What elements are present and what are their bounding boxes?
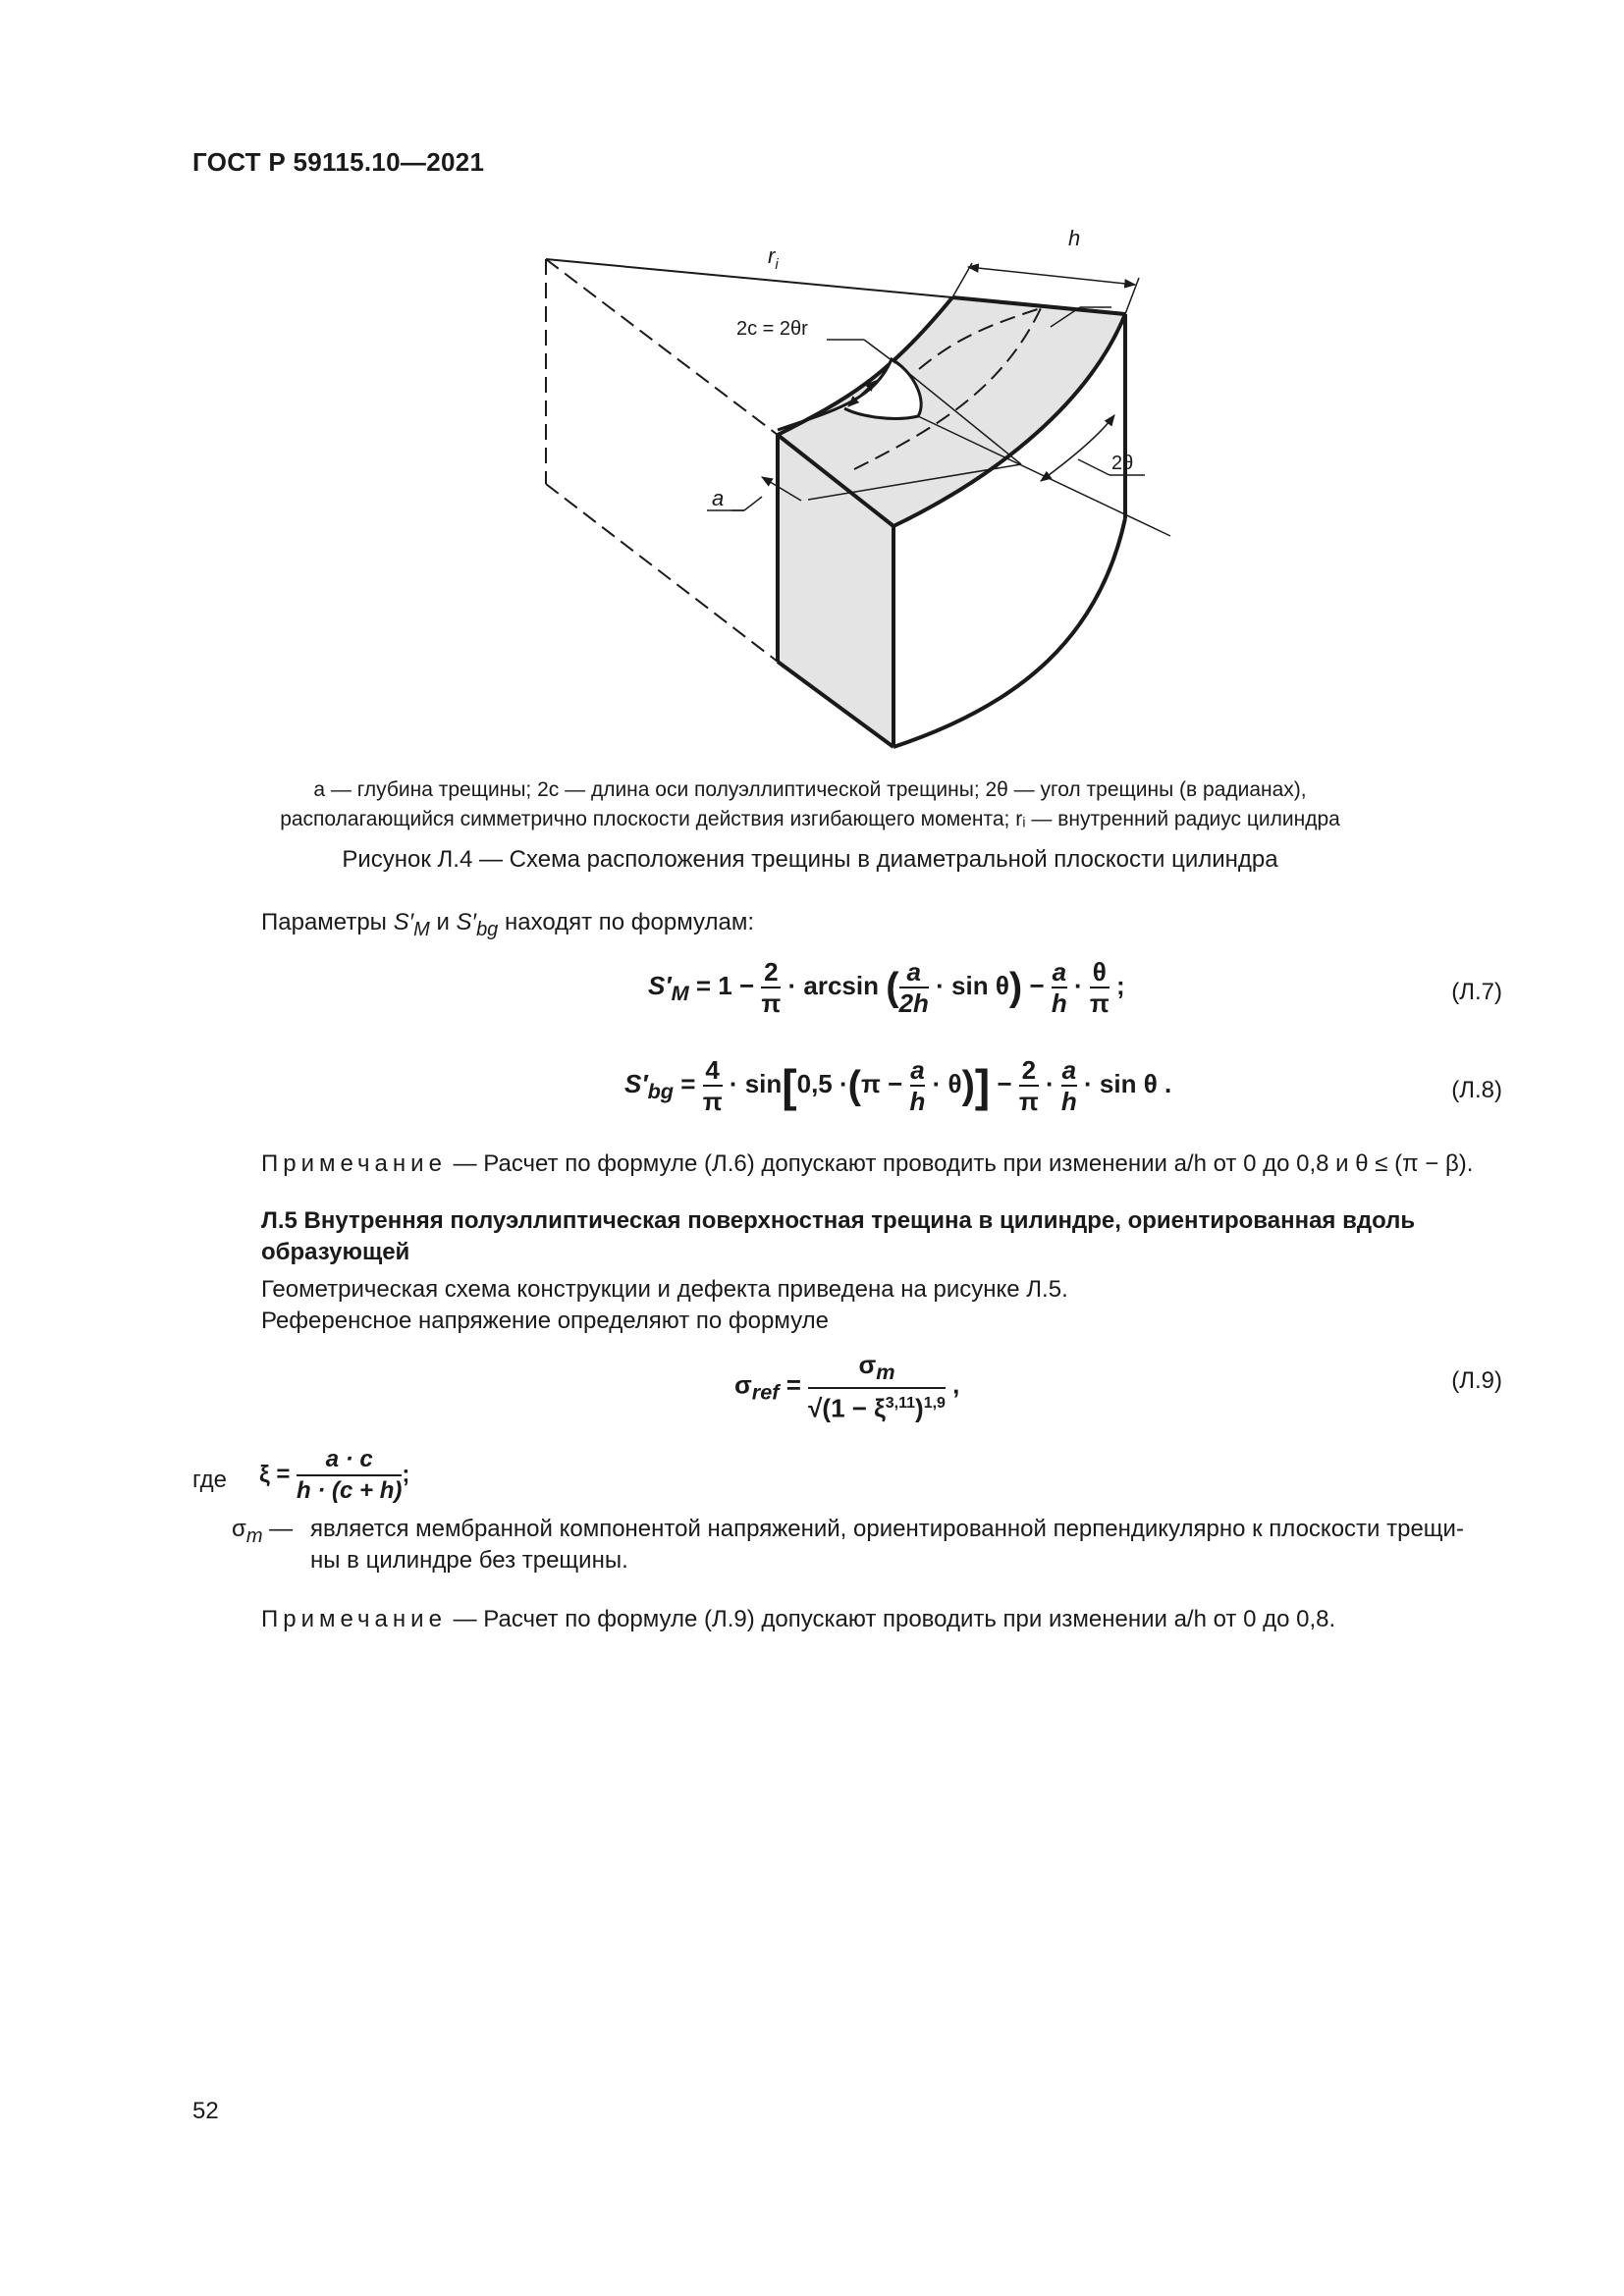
crack-scheme-figure bbox=[511, 224, 1178, 774]
page-number: 52 bbox=[192, 2098, 219, 2124]
formula-l9: $\sigma_{ref}$ = $\frac{\sigma_m}{√(1 - \xi^{3,11})^{1,9}}$ , bbox=[734, 1350, 960, 1423]
legend-line-1: a — глубина трещины; 2c — длина оси полуэллиптической трещины; 2θ — угол трещины (в радианах), bbox=[313, 778, 1307, 801]
label-2c: 2c = 2θr bbox=[736, 318, 808, 340]
note-2: Примечание — Расчет по формуле (Л.9) допускают проводить при изменении a/h от 0 до 0,8. bbox=[261, 1606, 1336, 1632]
formula-l8: $S'_{bg}$ = $\frac{4}{\pi}$ · sin[0,5 ·(π − $\frac{a}{h}$ · θ)] − $\frac{2}{\pi}$ · $\frac{a}{h}$ · sin θ . bbox=[624, 1055, 1172, 1116]
section-heading-l5: Л.5 Внутренняя полуэллиптическая поверхностная трещина в цилиндре, ориентированная вдоль образующей bbox=[261, 1207, 1416, 1265]
formula-l7: $S'_M = 1$ − $\frac{2}{\pi}$ · arcsin ( $\frac{a}{2h}$ · sin θ) − $\frac{a}{h}$ · $\frac{\theta}{\pi}$ ; bbox=[648, 957, 1125, 1018]
legend-line-2: располагающийся симметрично плоскости действия изгибающего момента; rᵢ — внутренний радиус цилиндра bbox=[280, 808, 1340, 830]
label-h: h bbox=[1068, 226, 1081, 250]
document-header: ГОСТ Р 59115.10—2021 bbox=[192, 147, 485, 177]
label-ri: $r_i$ bbox=[768, 243, 779, 273]
figure-caption: Рисунок Л.4 — Схема расположения трещины в диаметральной плоскости цилиндра bbox=[342, 846, 1278, 873]
figure-legend bbox=[255, 775, 1365, 834]
where-label: где bbox=[192, 1467, 228, 1493]
body-line-1: Геометрическая схема конструкции и дефекта приведена на рисунке Л.5. bbox=[261, 1276, 1068, 1303]
label-2theta: 2θ bbox=[1111, 453, 1134, 474]
sigma-m-symbol: $\sigma_m$ — bbox=[232, 1516, 294, 1547]
label-a: a bbox=[712, 486, 725, 510]
body-line-2: Референсное напряжение определяют по формуле bbox=[261, 1308, 829, 1334]
note-1: Примечание — Расчет по формуле (Л.6) допускают проводить при изменении a/h от 0 до 0,8 и θ ≤ (π − β). bbox=[261, 1150, 1474, 1177]
xi-definition: ξ = $\frac{a \cdot c}{h \cdot (c + h)}$ ; bbox=[259, 1446, 410, 1504]
equation-number-l9: (Л.9) bbox=[1451, 1367, 1502, 1394]
sigma-m-definition: является мембранной компонентой напряжений, ориентированной перпендикулярно к плоскости трещи- ны в цилиндре без трещины. bbox=[310, 1516, 1464, 1574]
equation-number-l7: (Л.7) bbox=[1451, 979, 1502, 1005]
equation-number-l8: (Л.8) bbox=[1451, 1077, 1502, 1103]
params-line: Параметры $S'_M$ и $S'_{bg}$ находят по формулам: bbox=[261, 909, 755, 940]
